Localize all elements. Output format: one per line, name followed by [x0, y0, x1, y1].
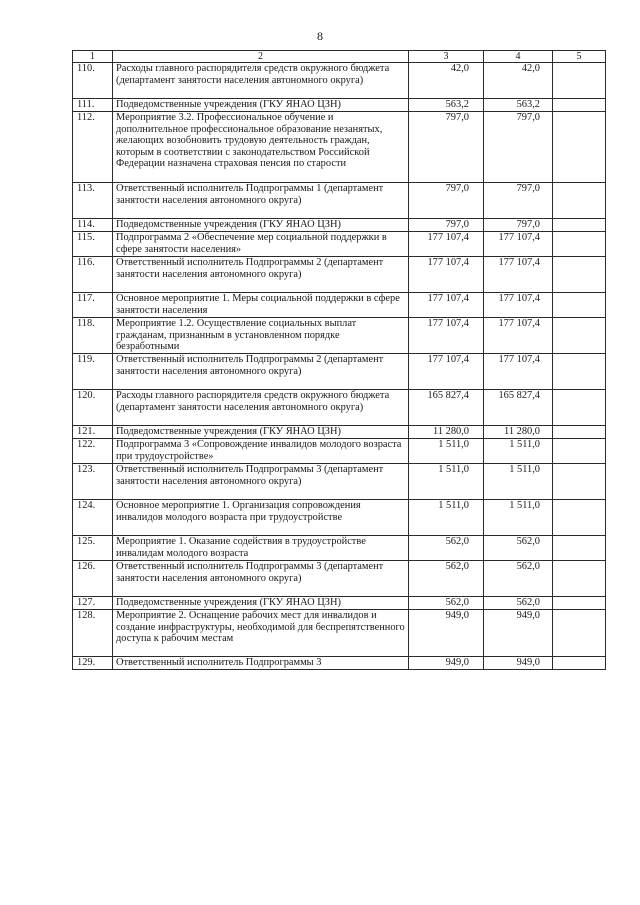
value-col3-cell: 949,0 — [409, 610, 484, 657]
table-row — [73, 232, 606, 257]
table-row — [73, 63, 606, 99]
row-number-cell: 122. — [73, 439, 113, 464]
row-name-cell: Ответственный исполнитель Подпрограммы 2 (департамент занятости населения автономного округа) — [113, 354, 409, 390]
row-name-cell: Ответственный исполнитель Подпрограммы 3 (департамент занятости населения автономного округа) — [113, 464, 409, 500]
value-col4-cell: 949,0 — [484, 610, 553, 657]
table-row — [73, 464, 606, 500]
value-col5-cell — [553, 439, 606, 464]
value-col5-cell — [553, 318, 606, 354]
value-col3-cell: 797,0 — [409, 183, 484, 219]
row-number-cell: 128. — [73, 610, 113, 657]
value-col5-cell — [553, 426, 606, 439]
value-col5-cell — [553, 183, 606, 219]
table-row — [73, 219, 606, 232]
table-row — [73, 390, 606, 426]
budget-table — [72, 50, 606, 670]
value-col4-cell: 1 511,0 — [484, 439, 553, 464]
row-name-cell: Ответственный исполнитель Подпрограммы 2 (департамент занятости населения автономного округа) — [113, 257, 409, 293]
row-name-cell: Основное мероприятие 1. Меры социальной поддержки в сфере занятости населения — [113, 293, 409, 318]
row-name-cell: Ответственный исполнитель Подпрограммы 3 — [113, 657, 409, 670]
row-number-cell: 114. — [73, 219, 113, 232]
value-col3-cell: 949,0 — [409, 657, 484, 670]
table-row — [73, 610, 606, 657]
value-col5-cell — [553, 99, 606, 112]
header-cell: 4 — [484, 51, 553, 63]
value-col3-cell: 797,0 — [409, 219, 484, 232]
value-col5-cell — [553, 610, 606, 657]
value-col3-cell: 177 107,4 — [409, 293, 484, 318]
table-row — [73, 426, 606, 439]
value-col5-cell — [553, 293, 606, 318]
row-number-cell: 117. — [73, 293, 113, 318]
value-col3-cell: 177 107,4 — [409, 318, 484, 354]
row-number-cell: 113. — [73, 183, 113, 219]
value-col4-cell: 797,0 — [484, 112, 553, 183]
table-row — [73, 536, 606, 561]
row-name-cell: Расходы главного распорядителя средств окружного бюджета (департамент занятости населения автономного округа) — [113, 390, 409, 426]
value-col5-cell — [553, 500, 606, 536]
table-row — [73, 112, 606, 183]
page-number: 8 — [317, 29, 323, 43]
value-col4-cell: 177 107,4 — [484, 318, 553, 354]
row-number-cell: 121. — [73, 426, 113, 439]
value-col4-cell: 1 511,0 — [484, 500, 553, 536]
value-col3-cell: 177 107,4 — [409, 232, 484, 257]
row-number-cell: 115. — [73, 232, 113, 257]
value-col3-cell: 562,0 — [409, 597, 484, 610]
row-number-cell: 127. — [73, 597, 113, 610]
value-col5-cell — [553, 232, 606, 257]
value-col4-cell: 11 280,0 — [484, 426, 553, 439]
value-col4-cell: 42,0 — [484, 63, 553, 99]
table-row — [73, 597, 606, 610]
value-col4-cell: 165 827,4 — [484, 390, 553, 426]
row-name-cell: Мероприятие 2. Оснащение рабочих мест для инвалидов и создание инфраструктуры, необходимой для беспрепятственного доступа к рабочим местам — [113, 610, 409, 657]
header-cell: 3 — [409, 51, 484, 63]
row-name-cell: Основное мероприятие 1. Организация сопровождения инвалидов молодого возраста при трудоустройстве — [113, 500, 409, 536]
value-col5-cell — [553, 390, 606, 426]
value-col4-cell: 562,0 — [484, 536, 553, 561]
value-col5-cell — [553, 597, 606, 610]
value-col3-cell: 42,0 — [409, 63, 484, 99]
row-number-cell: 125. — [73, 536, 113, 561]
row-name-cell: Ответственный исполнитель Подпрограммы 1 (департамент занятости населения автономного округа) — [113, 183, 409, 219]
value-col3-cell: 177 107,4 — [409, 257, 484, 293]
table-body — [73, 51, 606, 670]
row-number-cell: 123. — [73, 464, 113, 500]
table-header-row — [73, 51, 606, 63]
value-col4-cell: 563,2 — [484, 99, 553, 112]
row-name-cell: Подведомственные учреждения (ГКУ ЯНАО ЦЗН) — [113, 426, 409, 439]
value-col5-cell — [553, 561, 606, 597]
table-row — [73, 99, 606, 112]
value-col4-cell: 177 107,4 — [484, 257, 553, 293]
row-number-cell: 118. — [73, 318, 113, 354]
table-row — [73, 293, 606, 318]
value-col4-cell: 797,0 — [484, 219, 553, 232]
row-number-cell: 120. — [73, 390, 113, 426]
value-col4-cell: 562,0 — [484, 597, 553, 610]
value-col4-cell: 1 511,0 — [484, 464, 553, 500]
value-col5-cell — [553, 112, 606, 183]
value-col3-cell: 165 827,4 — [409, 390, 484, 426]
row-number-cell: 129. — [73, 657, 113, 670]
header-cell: 1 — [73, 51, 113, 63]
table-row — [73, 257, 606, 293]
table-row — [73, 439, 606, 464]
table-row — [73, 500, 606, 536]
value-col3-cell: 797,0 — [409, 112, 484, 183]
row-name-cell: Подведомственные учреждения (ГКУ ЯНАО ЦЗН) — [113, 99, 409, 112]
row-number-cell: 126. — [73, 561, 113, 597]
value-col5-cell — [553, 657, 606, 670]
value-col3-cell: 1 511,0 — [409, 464, 484, 500]
row-name-cell: Мероприятие 1. Оказание содействия в трудоустройстве инвалидам молодого возраста — [113, 536, 409, 561]
row-name-cell: Ответственный исполнитель Подпрограммы 3 (департамент занятости населения автономного округа) — [113, 561, 409, 597]
value-col3-cell: 177 107,4 — [409, 354, 484, 390]
row-name-cell: Подведомственные учреждения (ГКУ ЯНАО ЦЗН) — [113, 219, 409, 232]
value-col3-cell: 11 280,0 — [409, 426, 484, 439]
header-cell: 2 — [113, 51, 409, 63]
row-number-cell: 111. — [73, 99, 113, 112]
value-col4-cell: 562,0 — [484, 561, 553, 597]
table-row — [73, 318, 606, 354]
value-col3-cell: 562,0 — [409, 536, 484, 561]
value-col4-cell: 949,0 — [484, 657, 553, 670]
table-row — [73, 354, 606, 390]
value-col5-cell — [553, 464, 606, 500]
row-name-cell: Подпрограмма 2 «Обеспечение мер социальной поддержки в сфере занятости населения» — [113, 232, 409, 257]
row-name-cell: Подведомственные учреждения (ГКУ ЯНАО ЦЗН) — [113, 597, 409, 610]
row-number-cell: 110. — [73, 63, 113, 99]
row-number-cell: 116. — [73, 257, 113, 293]
row-name-cell: Расходы главного распорядителя средств окружного бюджета (департамент занятости населения автономного округа) — [113, 63, 409, 99]
row-name-cell: Мероприятие 3.2. Профессиональное обучение и дополнительное профессиональное образование незанятых, желающих возобновить трудовую деятельность граждан, которым в соответствии с законодательством Российской Федерации назначена страховая пенсия по старости — [113, 112, 409, 183]
row-number-cell: 119. — [73, 354, 113, 390]
value-col5-cell — [553, 63, 606, 99]
value-col5-cell — [553, 219, 606, 232]
table-row — [73, 561, 606, 597]
value-col3-cell: 1 511,0 — [409, 500, 484, 536]
value-col3-cell: 562,0 — [409, 561, 484, 597]
value-col4-cell: 177 107,4 — [484, 354, 553, 390]
row-number-cell: 112. — [73, 112, 113, 183]
row-name-cell: Мероприятие 1.2. Осуществление социальных выплат гражданам, признанным в установленном порядке безработными — [113, 318, 409, 354]
value-col4-cell: 177 107,4 — [484, 232, 553, 257]
value-col3-cell: 563,2 — [409, 99, 484, 112]
row-name-cell: Подпрограмма 3 «Сопровождение инвалидов молодого возраста при трудоустройстве» — [113, 439, 409, 464]
value-col5-cell — [553, 257, 606, 293]
table-row — [73, 183, 606, 219]
value-col4-cell: 177 107,4 — [484, 293, 553, 318]
value-col5-cell — [553, 536, 606, 561]
table-row — [73, 657, 606, 670]
row-number-cell: 124. — [73, 500, 113, 536]
header-cell: 5 — [553, 51, 606, 63]
value-col3-cell: 1 511,0 — [409, 439, 484, 464]
value-col4-cell: 797,0 — [484, 183, 553, 219]
value-col5-cell — [553, 354, 606, 390]
